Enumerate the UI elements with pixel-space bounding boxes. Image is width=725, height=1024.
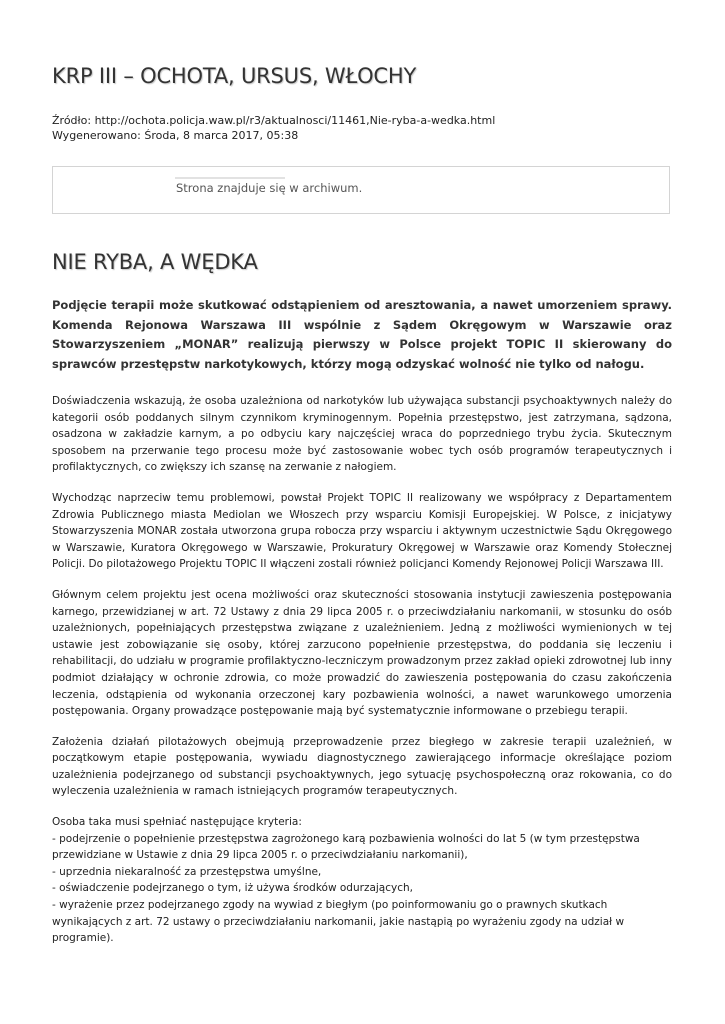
criteria-list: [52, 831, 672, 947]
archive-notice-divider: [175, 177, 285, 179]
article-paragraph: Doświadczenia wskazują, że osoba uzależniona od narkotyków lub używająca substancji psychoaktywnych należy do kategorii osób poddanych silnym czynnikom kryminogennym. Popełnia przestępstwo, jest zatrzymana, sądzona, osadzona w zakładzie karnym, a po odbyciu kary najczęściej wraca do poprzedniego trybu życia. Skutecznym sposobem na przerwanie tego procesu może być zastosowanie wobec tych osób programów terapeutycznych i profilaktycznych, co zwiększy ich szansę na zerwanie z nałogiem.: [52, 395, 672, 474]
article-paragraph: Głównym celem projektu jest ocena możliwości oraz skuteczności stosowania instytucji zawieszenia postępowania karnego, przewidzianej w art. 72 Ustawy z dnia 29 lipca 2005 r. o przeciwdziałaniu narkomanii, w stosunku do osób uzależnionych, popełniających przestępstwa związane z uzależnieniem. Jedną z możliwości wymienionych w tej ustawie jest zobowiązanie się osoby, której zarzucono popełnienie przestępstwa, do poddania się leczeniu i rehabilitacji, do udziału w programie profilaktyczno-leczniczym prowadzonym przez zakład opieki zdrowotnej lub inny podmiot działający w ochronie zdrowia, co może prowadzić do zawieszenia postępowania do czasu zakończenia leczenia, odstąpienia od wykonania orzeczonej kary pozbawienia wolności, a nawet warunkowego umorzenia postępowania. Organy prowadzące postępowanie mają być systematycznie informowane o przebiegu terapii.: [52, 588, 672, 718]
criteria-intro: Osoba taka musi spełniać następujące kryteria:: [52, 816, 302, 829]
criteria-item: - uprzednia niekaralność za przestępstwa umyślne,: [52, 865, 322, 878]
article-paragraph: Wychodząc naprzeciw temu problemowi, powstał Projekt TOPIC II realizowany we współpracy z Departamentem Zdrowia Publicznego miasta Mediolan we Włoszech przy wsparciu Komisji Europejskiej. W Polsce, z inicjatywy Stowarzyszenia MONAR została utworzona grupa robocza przy wsparciu i aktywnym uczestnictwie Sądu Okręgowego w Warszawie, Kuratora Okręgowego w Warszawie, Prokuratury Okręgowej w Warszawie oraz Komendy Stołecznej Policji. Do pilotażowego Projektu TOPIC II włączeni zostali również policjanci Komendy Rejonowej Policji Warszawa III.: [52, 491, 672, 571]
generated-line: Wygenerowano: Środa, 8 marca 2017, 05:38: [52, 129, 299, 142]
criteria-item: - podejrzenie o popełnienie przestępstwa zagrożonego karą pozbawienia wolności do lat 5 (w tym przestępstwa przewidziane w Ustawie z dnia 29 lipca 2005 r. o przeciwdziałaniu narkomanii),: [52, 832, 640, 862]
article-lead: Podjęcie terapii może skutkować odstąpieniem od aresztowania, a nawet umorzeniem sprawy. Komenda Rejonowa Warszawa III wspólnie z Sądem Okręgowym w Warszawie oraz Stowarzyszeniem „MONAR” realizują pierwszy w Polsce projekt TOPIC II skierowany do sprawców przestępstw narkotykowych, którzy mogą odzyskać wolność nie tylko od nałogu.: [52, 298, 672, 371]
print-meta: [52, 113, 495, 143]
source-line: Źródło: http://ochota.policja.waw.pl/r3/aktualnosci/11461,Nie-ryba-a-wedka.html: [52, 114, 496, 127]
article-title: NIE RYBA, A WĘDKA: [52, 250, 258, 274]
site-title: KRP III – OCHOTA, URSUS, WŁOCHY: [52, 64, 417, 88]
article-paragraph: Założenia działań pilotażowych obejmują przeprowadzenie przez biegłego w zakresie terapii uzależnień, w początkowym etapie postępowania, wywiadu diagnostycznego zawierającego informacje określające poziom uzależnienia podejrzanego od substancji psychoaktywnych, jego sytuację psychospołeczną oraz rokowania, co do wyleczenia uzależnienia w ramach istniejących programów terapeutycznych.: [52, 735, 672, 798]
criteria-item: - wyrażenie przez podejrzanego zgody na wywiad z biegłym (po poinformowaniu go o prawnych skutkach wynikających z art. 72 ustawy o przeciwdziałaniu narkomanii, jakie nastąpią po wyrażeniu zgody na udział w programie).: [52, 899, 625, 945]
criteria-item: - oświadczenie podejrzanego o tym, iż używa środków odurzających,: [52, 882, 413, 895]
article-body: [52, 393, 672, 947]
archive-notice-box: [52, 166, 670, 214]
archive-notice: Strona znajduje się w archiwum.: [176, 181, 363, 195]
